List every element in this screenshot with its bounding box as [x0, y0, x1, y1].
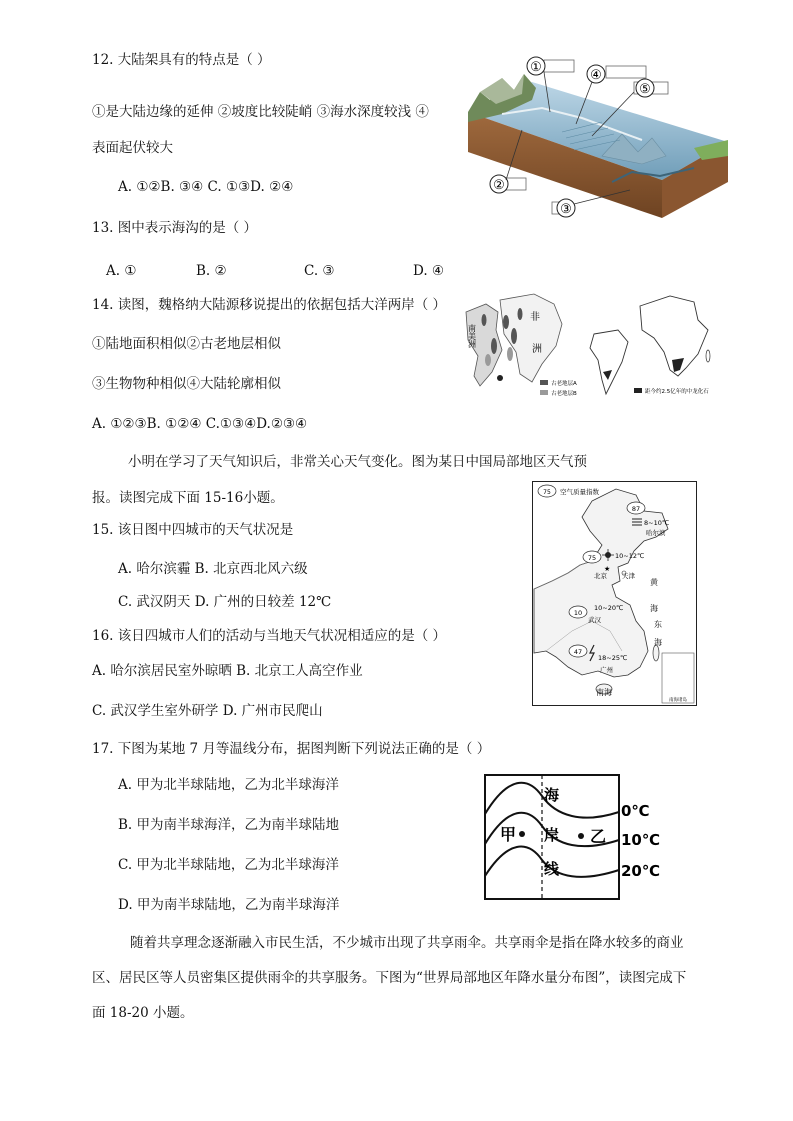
q12-line2: 表面起伏较大 [92, 140, 173, 156]
legend-fossil: 距今约2.5亿年的中龙化石 [645, 389, 709, 395]
beijing-name: 北京 [594, 572, 607, 580]
guangzhou-name: 广州 [600, 666, 613, 674]
beijing-temp: 10~12℃ [615, 552, 645, 560]
q17-option-d: D. 甲为南半球陆地，乙为南半球海洋 [118, 897, 340, 913]
q17-stem: 17. 下图为某地 7 月等温线分布，据图判断下列说法正确的是（ ） [92, 741, 491, 757]
q14-line1: ①陆地面积相似②古老地层相似 [92, 336, 281, 352]
q13-option-c: C. ③ [304, 263, 335, 279]
drift-label-south-america: 南美洲 [467, 324, 477, 348]
intro-15-16-line2: 报。读图完成下面 15-16小题。 [92, 490, 284, 506]
q15-line1: A. 哈尔滨霾 B. 北京西北风六级 [118, 561, 308, 577]
q17-option-b: B. 甲为南半球海洋，乙为南半球陆地 [118, 817, 340, 833]
q13-stem: 13. 图中表示海沟的是（ ） [92, 220, 258, 236]
sea-south: 南海 [596, 688, 612, 697]
coast-label-2: 岸 [544, 826, 560, 844]
point-jia [519, 831, 525, 837]
q17-option-c: C. 甲为北半球陆地，乙为北半球海洋 [118, 857, 339, 873]
sea-east-hai: 海 [654, 638, 662, 647]
guangzhou-aqi: 47 [573, 648, 583, 656]
q12-line1: ①是大陆边缘的延伸 ②坡度比较陡峭 ③海水深度较浅 ④ [92, 104, 429, 120]
q14-options: A. ①②③B. ①②④ C.①③④D.②③④ [92, 416, 308, 432]
q13-option-b: B. ② [196, 263, 227, 279]
q16-line2: C. 武汉学生室外研学 D. 广州市民爬山 [92, 703, 323, 719]
isotherm-0: 0℃ [621, 802, 650, 820]
sea-yellow: 黄 [650, 578, 658, 587]
q13-option-d: D. ④ [413, 263, 445, 279]
point-yi [578, 833, 584, 839]
inset-south-china-sea-islands: 南海诸岛 [669, 698, 687, 703]
q12-stem: 12. 大陆架具有的特点是（ ） [92, 52, 271, 68]
coast-label-1: 海 [544, 786, 560, 804]
q14-line2: ③生物物种相似④大陆轮廓相似 [92, 376, 281, 392]
continental-drift-diagram [458, 290, 730, 402]
sea-yellow-hai: 海 [650, 604, 658, 613]
harbin-aqi: 87 [631, 505, 641, 513]
legend-aqi-value: 75 [543, 489, 551, 496]
intro-18-20-line1: 随着共享理念逐渐融入市民生活，不少城市出现了共享雨伞。共享雨伞是指在降水较多的商业 [130, 935, 684, 951]
legend-old-stratum-b: 古老地层B [551, 391, 577, 397]
shelf-label-2: ② [493, 178, 505, 193]
q13-option-a: A. ① [106, 263, 137, 279]
guangzhou-temp: 18~25℃ [598, 654, 628, 662]
q12-options: A. ①②B. ③④ C. ①③D. ②④ [118, 179, 294, 195]
sea-east: 东 [654, 620, 662, 629]
continental-shelf-diagram [462, 52, 730, 220]
intro-18-20-line3: 面 18-20 小题。 [92, 1005, 194, 1021]
point-jia-label: 甲 [500, 825, 517, 844]
point-yi-label: 乙 [590, 827, 607, 846]
wuhan-name: 武汉 [588, 616, 601, 624]
harbin-name: 哈尔滨 [646, 529, 666, 537]
drift-label-africa-1: 非 [530, 312, 540, 323]
shelf-label-5: ⑤ [639, 82, 651, 97]
beijing-star-icon: ★ [604, 565, 611, 573]
beijing-aqi: 75 [587, 554, 597, 562]
q14-stem: 14. 读图，魏格纳大陆源移说提出的依据包括大洋两岸（ ） [92, 297, 447, 313]
intro-18-20-line2: 区、居民区等人员密集区提供雨伞的共享服务。下图为“世界局部地区年降水量分布图”，读图完成下 [92, 970, 687, 986]
drift-label-africa-2: 洲 [532, 344, 542, 355]
isotherm-10: 10℃ [621, 831, 661, 849]
wuhan-aqi: 10 [573, 609, 583, 617]
shelf-label-3: ③ [560, 202, 572, 217]
coast-label-3: 线 [544, 860, 560, 878]
tianjin-name: 天津 [622, 572, 635, 580]
wuhan-temp: 10~20℃ [594, 604, 624, 612]
q16-line1: A. 哈尔滨居民室外晾晒 B. 北京工人高空作业 [92, 663, 363, 679]
q15-line2: C. 武汉阴天 D. 广州的日较差 12℃ [118, 594, 332, 610]
intro-15-16-line1: 小明在学习了天气知识后，非常关心天气变化。图为某日中国局部地区天气预 [128, 454, 587, 470]
isotherm-diagram [484, 772, 674, 904]
legend-old-stratum-a: 古老地层A [551, 381, 577, 387]
shelf-label-4: ④ [590, 68, 602, 83]
harbin-temp: 8~10℃ [644, 519, 670, 527]
q17-option-a: A. 甲为北半球陆地，乙为北半球海洋 [118, 777, 339, 793]
china-weather-map [532, 481, 697, 706]
q15-stem: 15. 该日图中四城市的天气状况是 [92, 522, 294, 538]
q16-stem: 16. 该日四城市人们的活动与当地天气状况相适应的是（ ） [92, 628, 447, 644]
shelf-label-1: ① [530, 60, 542, 75]
legend-aqi-title: 空气质量指数 [560, 488, 599, 496]
isotherm-20: 20℃ [621, 862, 661, 880]
